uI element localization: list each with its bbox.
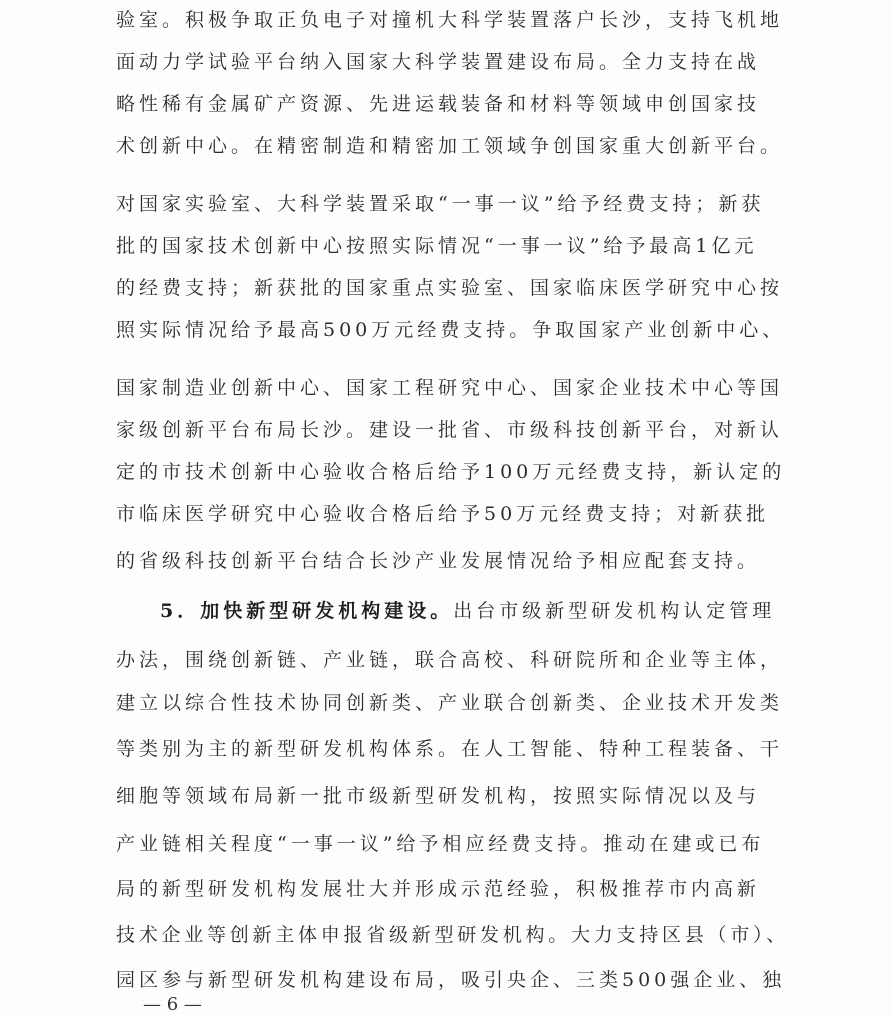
paragraph-line: 定的市技术创新中心验收合格后给予100万元经费支持，新认定的 bbox=[116, 461, 786, 483]
section-5-first-line-text: 出台市级新型研发机构认定管理 bbox=[453, 600, 776, 622]
paragraph-line: 家级创新平台布局长沙。建设一批省、市级科技创新平台，对新认 bbox=[116, 419, 784, 441]
paragraph-line: 产业链相关程度“一事一议”给予相应经费支持。推动在建或已布 bbox=[116, 833, 765, 855]
paragraph-line: 技术企业等创新主体申报省级新型研发机构。大力支持区县（市）、 bbox=[116, 924, 790, 946]
paragraph-line: 办法，围绕创新链、产业链，联合高校、科研院所和企业等主体， bbox=[116, 649, 784, 671]
page-number: — 6 — bbox=[143, 994, 202, 1015]
paragraph-line: 建立以综合性技术协同创新类、产业联合创新类、企业技术开发类 bbox=[116, 692, 784, 714]
paragraph-line: 园区参与新型研发机构建设布局，吸引央企、三类500强企业、独 bbox=[116, 969, 786, 991]
section-5-first-line bbox=[160, 591, 775, 631]
paragraph-line: 的经费支持；新获批的国家重点实验室、国家临床医学研究中心按 bbox=[116, 277, 784, 299]
paragraph-line: 细胞等领域布局新一批市级新型研发机构，按照实际情况以及与 bbox=[116, 785, 761, 807]
paragraph-line: 国家制造业创新中心、国家工程研究中心、国家企业技术中心等国 bbox=[116, 377, 784, 399]
paragraph-line: 局的新型研发机构发展壮大并形成示范经验，积极推荐市内高新 bbox=[116, 878, 761, 900]
paragraph-line: 略性稀有金属矿产资源、先进运载装备和材料等领域申创国家技 bbox=[116, 93, 761, 115]
paragraph-line: 批的国家技术创新中心按照实际情况“一事一议”给予最高1亿元 bbox=[116, 235, 758, 257]
paragraph-line: 术创新中心。在精密制造和精密加工领域争创国家重大创新平台。 bbox=[116, 135, 784, 157]
paragraph-line: 的省级科技创新平台结合长沙产业发展情况给予相应配套支持。 bbox=[116, 550, 761, 572]
paragraph-line: 面动力学试验平台纳入国家大科学装置建设布局。全力支持在战 bbox=[116, 51, 761, 73]
paragraph-line: 验室。积极争取正负电子对撞机大科学装置落户长沙，支持飞机地 bbox=[116, 9, 784, 31]
paragraph-line: 市临床医学研究中心验收合格后给予50万元经费支持；对新获批 bbox=[116, 503, 770, 525]
paragraph-line: 等类别为主的新型研发机构体系。在人工智能、特种工程装备、干 bbox=[116, 738, 784, 760]
paragraph-line: 对国家实验室、大科学装置采取“一事一议”给予经费支持；新获 bbox=[116, 193, 765, 215]
section-5-heading: 5．加快新型研发机构建设。 bbox=[160, 600, 454, 622]
paragraph-line: 照实际情况给予最高500万元经费支持。争取国家产业创新中心、 bbox=[116, 319, 786, 341]
